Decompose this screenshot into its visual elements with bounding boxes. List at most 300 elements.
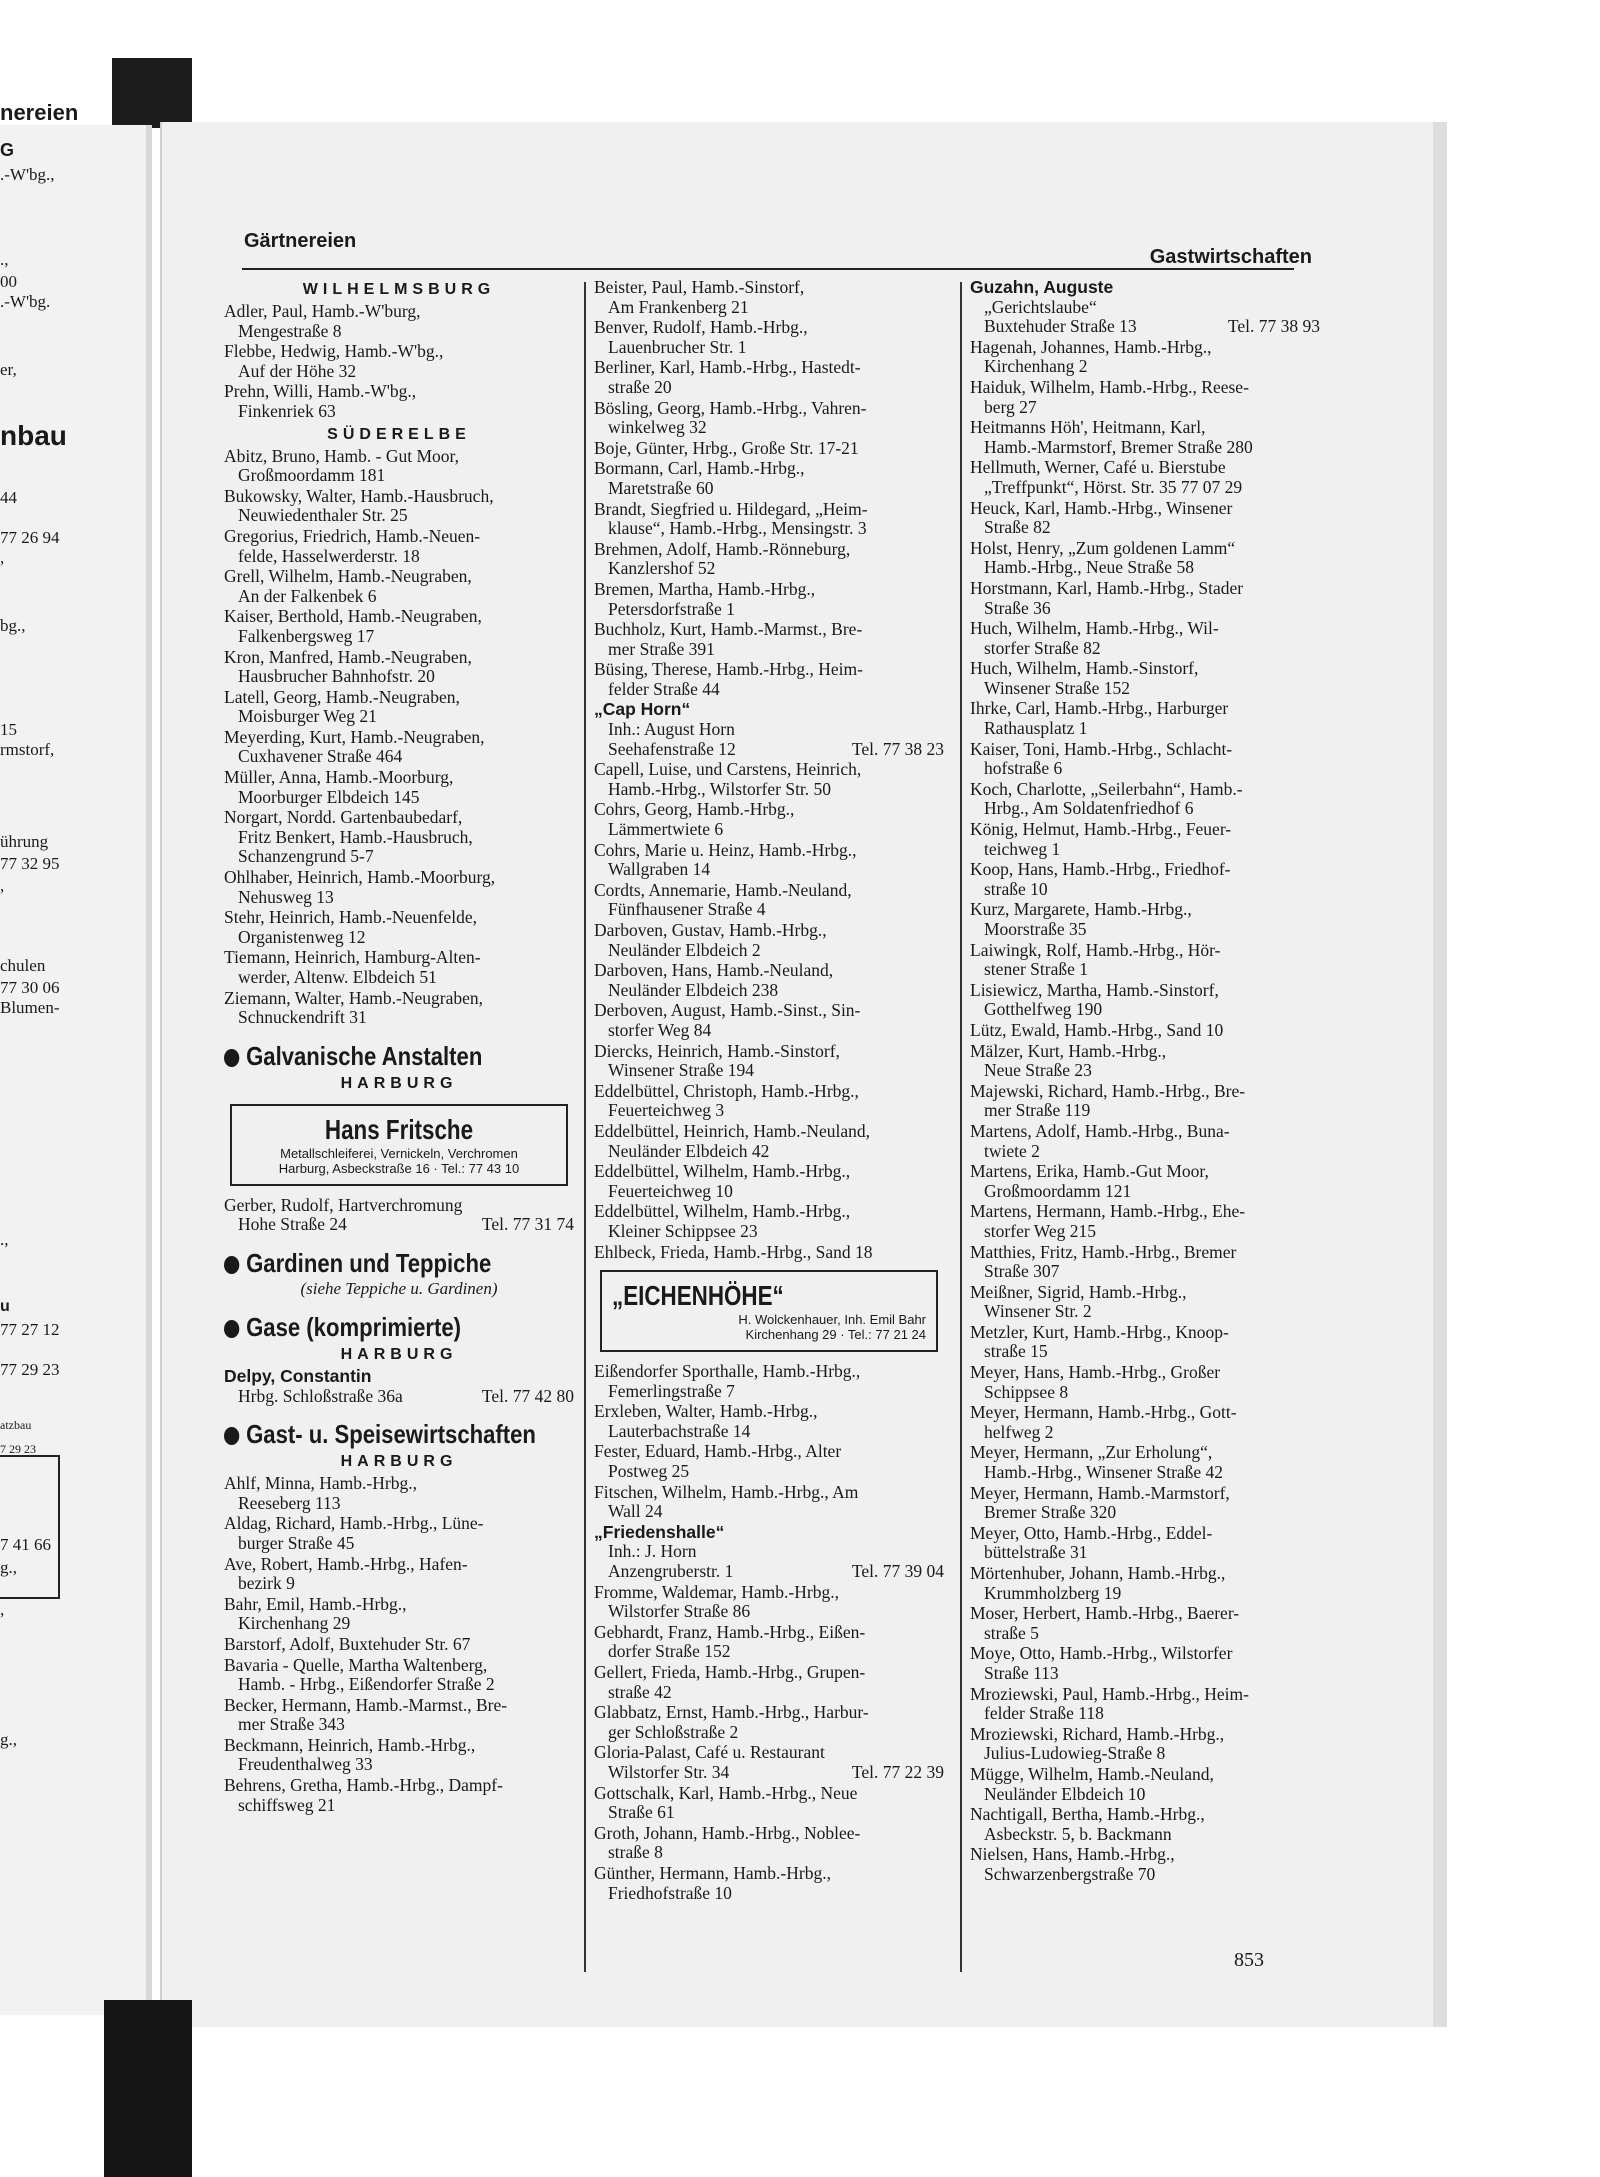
entry-text: Haiduk, Wilhelm, Hamb.-Hrbg., Reese- [970,376,1249,397]
entry-line [594,921,944,941]
page-right-edge [1433,122,1447,2027]
entry-line [970,558,1320,578]
directory-entry [970,941,1320,980]
entry-line [594,1122,944,1142]
directory-entry [970,1283,1320,1322]
entry-line [970,1624,1320,1644]
entry-text: Schippsee 8 [984,1381,1069,1402]
entry-line [970,880,1320,900]
entry-text: Gloria-Palast, Café u. Restaurant [594,1742,825,1763]
entry-text: Winsener Straße 152 [984,677,1131,698]
section-heading [224,1040,522,1072]
entry-line [594,1683,944,1703]
entry-line [224,968,574,988]
entry-line [224,587,574,607]
entry-line [594,1663,944,1683]
directory-entry [594,1162,944,1201]
entry-text: Meißner, Sigrid, Hamb.-Hrbg., [970,1281,1187,1302]
directory-entry [594,1623,944,1662]
entry-text: Friedhofstraße 10 [608,1882,732,1903]
entry-text: felder Straße 44 [608,678,720,699]
header-rule [242,268,1294,270]
entry-line [970,1222,1320,1242]
directory-entry [594,1001,944,1040]
entry-text: Flebbe, Hedwig, Hamb.-W'bg., [224,341,444,362]
entry-line [224,447,574,467]
entry-text: werder, Altenw. Elbdeich 51 [238,967,437,987]
entry-line [224,667,574,687]
entry-text: Latell, Georg, Hamb.-Neugraben, [224,686,460,707]
directory-entry [970,1845,1320,1884]
entry-line [970,1262,1320,1282]
entry-text: Derboven, August, Hamb.-Sinst., Sin- [594,1000,861,1021]
entry-line [970,1061,1320,1081]
entry-line [970,1082,1320,1102]
entry-text: Lisiewicz, Martha, Hamb.-Sinstorf, [970,979,1219,1000]
directory-entry [594,1483,944,1522]
left-page-text: nbau [0,420,67,451]
entry-line [970,579,1320,599]
entry-text: Berliner, Karl, Hamb.-Hrbg., Hastedt- [594,357,861,378]
entry-text: Gottschalk, Karl, Hamb.-Hrbg., Neue [594,1782,858,1803]
bullet-icon [224,1256,239,1274]
entry-line [970,599,1320,619]
entry-text: Bremen, Martha, Hamb.-Hrbg., [594,578,816,599]
entry-text: Feuerteichweg 3 [608,1100,725,1121]
left-page-text: 77 32 95 [0,854,60,873]
entry-text: Benver, Rudolf, Hamb.-Hrbg., [594,317,808,338]
directory-entry [970,1122,1320,1161]
entry-text: Huch, Wilhelm, Hamb.-Sinstorf, [970,658,1199,679]
entry-line [224,466,574,486]
left-page-edge [146,125,152,2015]
directory-entry [970,1725,1320,1764]
section-heading [224,1311,522,1343]
directory-entry [594,1442,944,1481]
directory-entry [594,961,944,1000]
entry-text: Falkenbergsweg 17 [238,625,375,646]
entry-line [224,1656,574,1676]
directory-entry [224,688,574,727]
left-page-text: , [0,548,5,567]
entry-line [970,1000,1320,1020]
directory-entry [224,1776,574,1815]
entry-line [594,800,944,820]
entry-line [970,981,1320,1001]
directory-entry [970,740,1320,779]
entry-line [970,1463,1320,1483]
entry-line [970,1202,1320,1222]
entry-line [970,1403,1320,1423]
directory-entry [970,418,1320,457]
entry-line [594,1182,944,1202]
directory-entry [594,1743,944,1782]
entry-text: Moorstraße 35 [984,919,1087,939]
entry-line [594,580,944,600]
entry-text: Delpy, Constantin [224,1365,372,1386]
entry-line [970,499,1320,519]
entry-line [594,439,944,459]
entry-text: straße 15 [984,1341,1048,1362]
entry-text: Inh.: J. Horn [608,1541,697,1562]
entry-line [970,1122,1320,1142]
entry-text: Huch, Wilhelm, Hamb.-Hrbg., Wil- [970,618,1219,639]
entry-line [970,298,1320,318]
entry-text: straße 42 [608,1681,672,1702]
entry-line [970,317,1320,337]
directory-entry [970,981,1320,1020]
entry-line [594,740,944,760]
entry-line [594,1583,944,1603]
directory-entry [970,1082,1320,1121]
directory-entry [594,881,944,920]
column-3 [970,278,1320,1886]
entry-text: Rathausplatz 1 [984,718,1088,739]
entry-line [970,478,1320,498]
entry-line [594,900,944,920]
entry-text: Straße 61 [608,1802,675,1823]
entry-text: felde, Hasselwerderstr. 18 [238,545,420,566]
directory-entry [970,900,1320,939]
entry-line [970,1825,1320,1845]
entry-line [970,1744,1320,1764]
entry-line [970,1484,1320,1504]
directory-entry [594,841,944,880]
entry-text: helfweg 2 [984,1421,1054,1442]
directory-entry [594,278,944,317]
entry-line [224,322,574,342]
entry-text: twiete 2 [984,1140,1040,1161]
entry-line [970,1423,1320,1443]
left-page-text: g., [0,1558,17,1577]
entry-line [594,1743,944,1763]
advertiser-line: H. Wolckenhauer, Inh. Emil Bahr [738,1312,926,1328]
entry-text: Eddelbüttel, Wilhelm, Hamb.-Hrbg., [594,1201,851,1222]
entry-line [594,298,944,318]
entry-line [970,1383,1320,1403]
directory-entry [594,459,944,498]
left-page-text: atzbau [0,1418,32,1432]
directory-entry [594,760,944,799]
entry-text: Fritz Benkert, Hamb.-Hausbruch, [238,826,473,847]
entry-text: Lütz, Ewald, Hamb.-Hrbg., Sand 10 [970,1019,1224,1040]
town-heading: HARBURG [340,1074,458,1092]
entry-line [594,1723,944,1743]
directory-entry [970,1564,1320,1603]
entry-text: Hrbg. Schloßstraße 36a [238,1385,403,1406]
entry-line [224,989,574,1009]
entry-text: Meyerding, Kurt, Hamb.-Neugraben, [224,726,485,747]
entry-line [594,1562,944,1582]
section-heading-text: Galvanische Anstalten [246,1040,483,1071]
entry-text: Feuerteichweg 10 [608,1180,733,1201]
directory-entry [970,1805,1320,1844]
entry-line [594,1021,944,1041]
directory-entry [224,989,574,1028]
entry-line [970,1503,1320,1523]
entry-line [224,487,574,507]
directory-entry [594,921,944,960]
entry-text: Finkenriek 63 [238,400,336,421]
column-2 [594,278,944,1904]
directory-entry [594,700,944,759]
entry-text: Gotthelfweg 190 [984,999,1103,1020]
entry-line [224,362,574,382]
entry-text: Reeseberg 113 [238,1492,341,1513]
directory-entry [970,1243,1320,1282]
directory-entry [970,1323,1320,1362]
entry-text: mer Straße 391 [608,638,715,659]
entry-line [224,1555,574,1575]
entry-line [970,1182,1320,1202]
entry-name: „Friedenshalle“ [594,1521,725,1542]
left-page-text: Blumen- [0,998,60,1017]
entry-line [224,928,574,948]
entry-line [970,639,1320,659]
entry-line [224,707,574,727]
left-page-text: 00 [0,272,17,291]
entry-text: Martens, Adolf, Hamb.-Hrbg., Buna- [970,1120,1230,1141]
entry-text: Hagenah, Johannes, Hamb.-Hrbg., [970,336,1212,357]
entry-text: Mroziewski, Richard, Hamb.-Hrbg., [970,1723,1225,1744]
entry-telephone: Tel. 77 39 04 [851,1561,944,1582]
entry-line [594,1001,944,1021]
directory-entry [970,1484,1320,1523]
entry-text: Cohrs, Georg, Hamb.-Hrbg., [594,799,795,820]
entry-text: Buxtehuder Straße 13 [984,316,1137,337]
entry-text: Inh.: August Horn [608,719,735,740]
entry-line [224,1675,574,1695]
left-page-text: g., [0,1730,17,1749]
directory-entry [594,1362,944,1401]
entry-text: Schnuckendrift 31 [238,1007,367,1028]
directory-entry [594,1583,944,1622]
entry-line [970,1283,1320,1303]
directory-entry [970,1403,1320,1442]
entry-line [594,961,944,981]
entry-text: Diercks, Heinrich, Hamb.-Sinstorf, [594,1040,840,1061]
directory-entry [594,1703,944,1742]
entry-line [224,888,574,908]
section-heading-text: Gase (komprimierte) [246,1311,462,1342]
entry-text: Brandt, Siegfried u. Hildegard, „Heim- [594,498,868,519]
entry-line [970,1785,1320,1805]
entry-line [970,1664,1320,1684]
entry-text: Heuck, Karl, Hamb.-Hrbg., Winsener [970,497,1233,518]
entry-line [594,1402,944,1422]
entry-text: An der Falkenbek 6 [238,585,377,606]
entry-line [970,1443,1320,1463]
entry-line [224,688,574,708]
entry-line [224,728,574,748]
entry-line [594,620,944,640]
entry-line [224,1514,574,1534]
entry-line [224,547,574,567]
entry-text: Hellmuth, Werner, Café u. Bierstube [970,457,1226,478]
entry-text: Gellert, Frieda, Hamb.-Hrbg., Grupen- [594,1662,866,1682]
entry-line [224,302,574,322]
entry-text: Hamb.-Marmstorf, Bremer Straße 280 [984,436,1253,457]
entry-line [970,719,1320,739]
directory-entry [594,1864,944,1903]
entry-line [594,1382,944,1402]
directory-entry [594,1784,944,1823]
directory-entry [970,1021,1320,1041]
entry-line [224,527,574,547]
entry-text: Winsener Straße 194 [608,1060,755,1081]
entry-text: Hohe Straße 24 [238,1214,347,1235]
entry-line [970,920,1320,940]
entry-line [224,1494,574,1514]
entry-text: Holst, Henry, „Zum goldenen Lamm“ [970,537,1236,558]
entry-text: Aldag, Richard, Hamb.-Hrbg., Lüne- [224,1513,484,1534]
entry-line [594,378,944,398]
entry-text: Darboven, Gustav, Hamb.-Hrbg., [594,920,827,940]
entry-text: Meyer, Hermann, „Zur Erholung“, [970,1442,1213,1463]
entry-text: Lauenbrucher Str. 1 [608,336,747,357]
bullet-icon [224,1049,239,1067]
directory-entry [224,1635,574,1655]
entry-text: Glabbatz, Ernst, Hamb.-Hrbg., Harbur- [594,1702,869,1723]
directory-entry [224,487,574,526]
entry-text: Beister, Paul, Hamb.-Sinstorf, [594,277,805,297]
entry-text: Mengestraße 8 [238,320,342,341]
entry-line [970,1543,1320,1563]
entry-text: Meyer, Otto, Hamb.-Hrbg., Eddel- [970,1522,1213,1543]
directory-entry [594,800,944,839]
entry-line [224,1474,574,1494]
entry-line [970,740,1320,760]
section-heading [224,1247,522,1279]
left-page-text: G [0,140,15,160]
advertiser-line: Kirchenhang 29 · Tel.: 77 21 24 [745,1327,926,1343]
entry-line [224,627,574,647]
directory-entry [970,860,1320,899]
directory-entry [970,1765,1320,1804]
entry-text: Metzler, Kurt, Hamb.-Hrbg., Knoop- [970,1321,1229,1342]
directory-entry [224,567,574,606]
directory-entry [594,1243,944,1263]
entry-text: büttelstraße 31 [984,1542,1088,1563]
entry-line [224,1008,574,1028]
entry-text: Straße 36 [984,597,1051,618]
entry-line [970,1302,1320,1322]
entry-line [970,619,1320,639]
directory-entry [970,659,1320,698]
entry-line [970,1564,1320,1584]
directory-entry [224,607,574,646]
entry-line [224,868,574,888]
entry-text: Moser, Herbert, Hamb.-Hrbg., Baerer- [970,1603,1240,1624]
entry-line [594,841,944,861]
directory-entry [970,1202,1320,1241]
left-page-text: , [0,876,5,895]
entry-text: Günther, Hermann, Hamb.-Hrbg., [594,1862,831,1883]
entry-text: Straße 82 [984,517,1051,538]
entry-line [594,418,944,438]
entry-text: Müller, Anna, Hamb.-Moorburg, [224,767,454,788]
entry-telephone: Tel. 77 22 39 [851,1761,944,1782]
left-page-text: 77 27 12 [0,1320,60,1339]
entry-line [970,458,1320,478]
entry-text: klause“, Hamb.-Hrbg., Mensingstr. 3 [608,518,867,539]
entry-line [970,1342,1320,1362]
column-divider-2 [960,282,962,1972]
directory-entry [594,500,944,539]
directory-entry [224,1736,574,1775]
entry-text: Majewski, Richard, Hamb.-Hrbg., Bre- [970,1080,1246,1101]
entry-text: Horstmann, Karl, Hamb.-Hrbg., Stader [970,577,1244,598]
directory-entry [970,1524,1320,1563]
entry-line [970,1584,1320,1604]
entry-text: Hrbg., Am Soldatenfriedhof 6 [984,798,1194,819]
entry-text: Bukowsky, Walter, Hamb.-Hausbruch, [224,485,494,506]
entry-text: Norgart, Nordd. Gartenbaubedarf, [224,807,463,828]
entry-line [224,1715,574,1735]
entry-text: Darboven, Hans, Hamb.-Neuland, [594,960,834,981]
directory-entry [224,1474,574,1513]
entry-text: Koch, Charlotte, „Seilerbahn“, Hamb.- [970,778,1243,799]
entry-text: mer Straße 119 [984,1100,1091,1121]
entry-text: Mörtenhuber, Johann, Hamb.-Hrbg., [970,1563,1226,1583]
entry-text: Abitz, Bruno, Hamb. - Gut Moor, [224,445,460,466]
entry-text: Petersdorfstraße 1 [608,598,735,619]
directory-entry [970,1363,1320,1402]
running-header-left: Gärtnereien [244,230,357,252]
directory-entry [224,648,574,687]
running-header-right: Gastwirtschaften [1149,246,1312,268]
entry-text: mer Straße 343 [238,1714,345,1735]
directory-entry [970,338,1320,377]
entry-text: straße 5 [984,1622,1039,1643]
entry-line [970,1604,1320,1624]
directory-entry [594,1402,944,1441]
entry-text: Bremer Straße 320 [984,1502,1117,1523]
entry-text: Bösling, Georg, Hamb.-Hrbg., Vahren- [594,397,867,418]
entry-text: Fester, Eduard, Hamb.-Hrbg., Alter [594,1441,842,1462]
left-page-text: .-W'bg. [0,292,51,311]
entry-text: Gregorius, Friedrich, Hamb.-Neuen- [224,525,481,546]
directory-entry [224,948,574,987]
entry-text: Eddelbüttel, Wilhelm, Hamb.-Hrbg., [594,1161,851,1182]
entry-line [224,1367,574,1387]
left-page-text: 44 [0,488,17,507]
directory-entry [224,808,574,867]
entry-text: Martens, Erika, Hamb.-Gut Moor, [970,1161,1209,1182]
entry-text: Neuländer Elbdeich 42 [608,1140,770,1161]
entry-text: Cohrs, Marie u. Heinz, Hamb.-Hrbg., [594,839,857,860]
directory-entry [970,539,1320,578]
entry-line [594,660,944,680]
entry-line [594,981,944,1001]
entry-line [594,1864,944,1884]
directory-entry [594,620,944,659]
directory-entry [224,342,574,381]
entry-line [594,278,944,298]
entry-line [224,808,574,828]
entry-text: Groth, Johann, Hamb.-Hrbg., Noblee- [594,1822,861,1843]
entry-line [970,941,1320,961]
entry-line [224,948,574,968]
entry-line [970,699,1320,719]
entry-text: Straße 307 [984,1261,1060,1282]
entry-text: Moye, Otto, Hamb.-Hrbg., Wilstorfer [970,1643,1233,1664]
entry-line [224,1574,574,1594]
entry-line [594,479,944,499]
directory-entry [224,447,574,486]
entry-line [224,1635,574,1655]
entry-text: Nehusweg 13 [238,886,334,907]
